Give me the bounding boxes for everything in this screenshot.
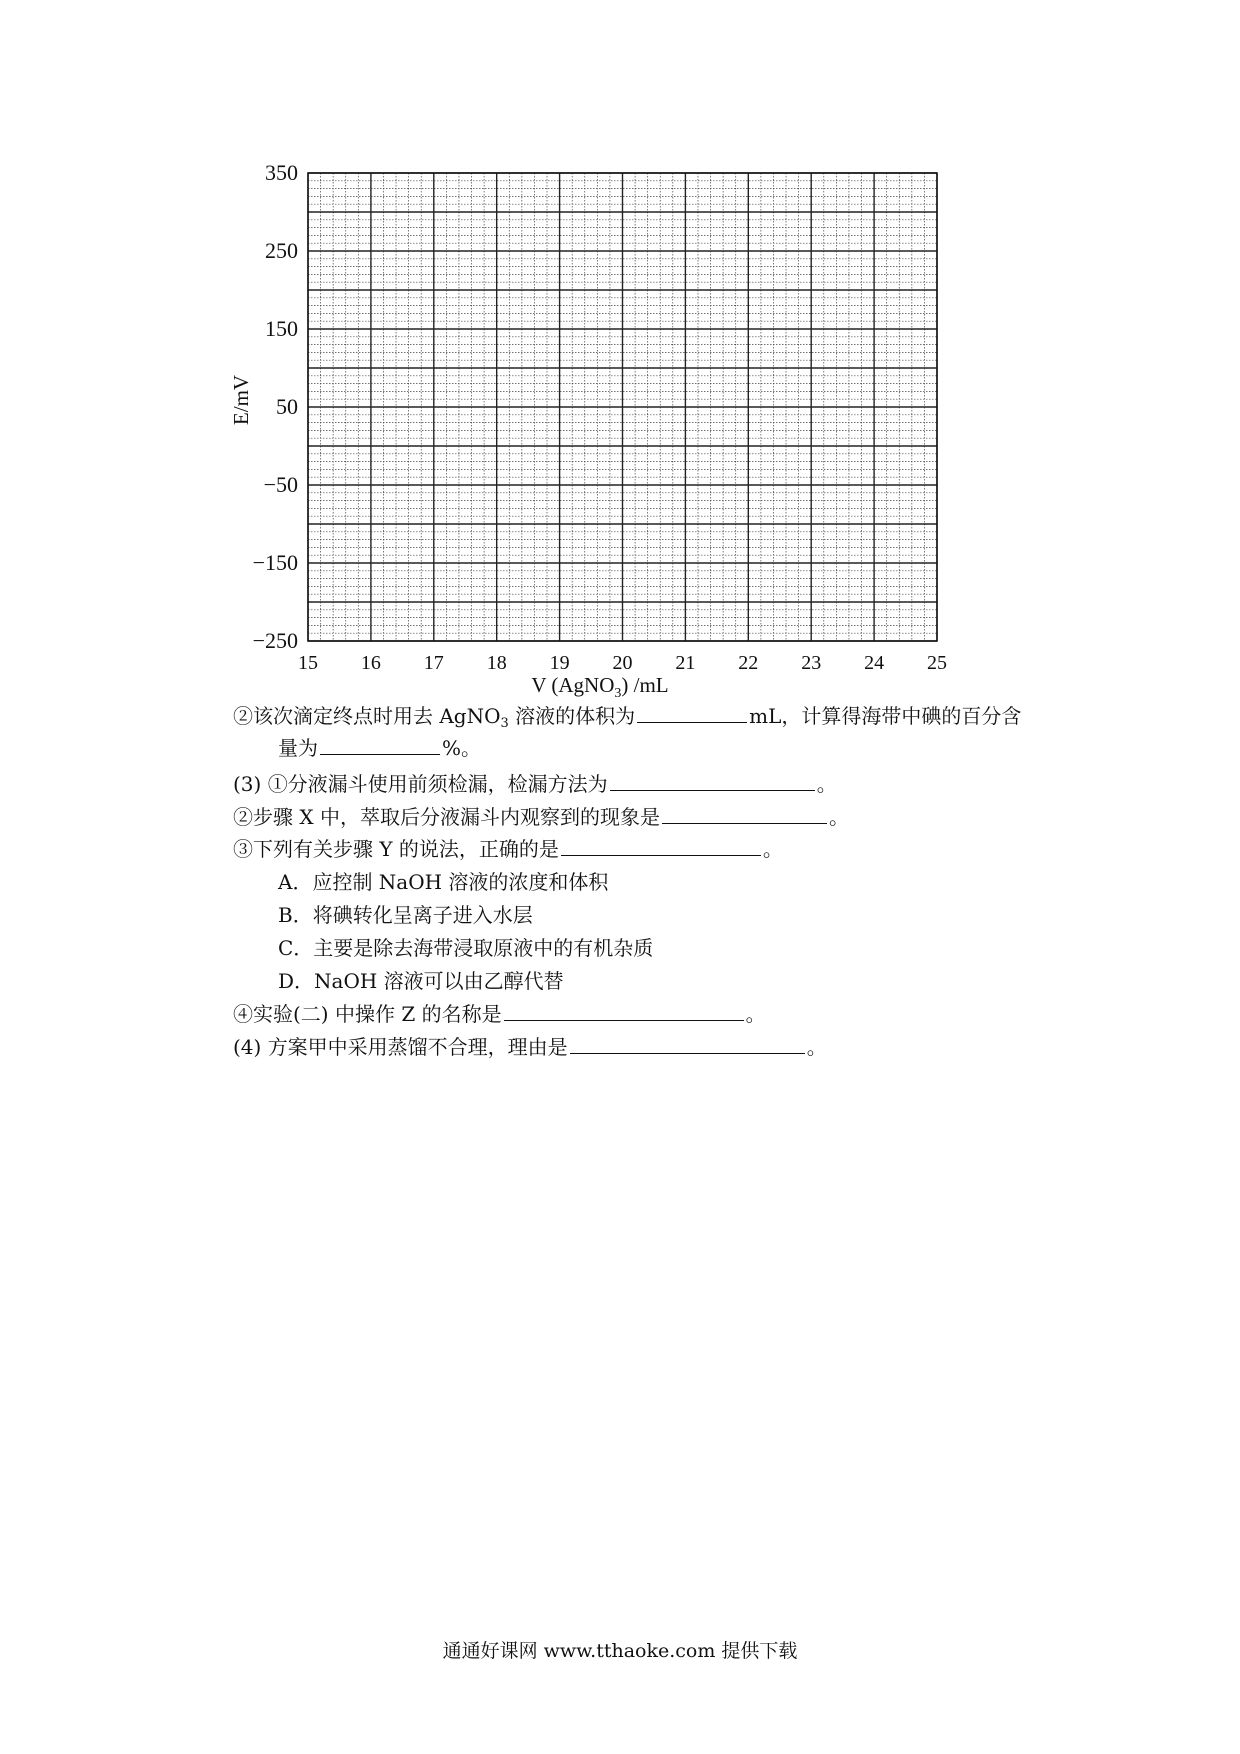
option-b	[278, 903, 533, 927]
question-text: mL，计算得海带中碘的百分含	[749, 704, 1022, 728]
question-3-1	[233, 772, 837, 796]
question-text: 。	[828, 805, 849, 829]
question-text: (4) 方案甲中采用蒸馏不合理，理由是	[233, 1035, 568, 1059]
y-tick-labels	[253, 160, 298, 653]
x-tick-label: 20	[612, 652, 633, 674]
option-c	[278, 936, 653, 960]
x-tick-labels	[298, 652, 947, 674]
y-tick-label: 250	[265, 238, 298, 263]
y-tick-label: 350	[265, 160, 298, 185]
question-text: (3) ①分液漏斗使用前须检漏，检漏方法为	[233, 772, 608, 796]
x-axis-label: V (AgNO$_3$) /mL	[531, 673, 669, 700]
option-text: D．NaOH 溶液可以由乙醇代替	[278, 969, 564, 993]
option-text: C．主要是除去海带浸取原液中的有机杂质	[278, 936, 654, 960]
question-text: 。	[745, 1002, 766, 1026]
y-axis-label: E/mV	[229, 374, 253, 426]
question-text: 溶液的体积为	[508, 704, 636, 728]
y-tick-label: 50	[276, 394, 298, 419]
question-text: 量为	[278, 736, 318, 760]
option-a	[278, 870, 608, 894]
question-4	[233, 1035, 827, 1059]
answer-blank-reason[interactable]	[570, 1035, 805, 1054]
titration-chart	[0, 0, 1240, 700]
question-text: ④实验(二) 中操作 Z 的名称是	[233, 1002, 502, 1026]
question-3-2	[233, 805, 849, 829]
x-tick-label: 25	[927, 652, 947, 674]
question-text: 。	[762, 837, 783, 861]
question-3-3	[233, 837, 783, 861]
answer-blank-leak-check[interactable]	[610, 772, 815, 791]
option-text: A．应控制 NaOH 溶液的浓度和体积	[278, 870, 609, 894]
x-tick-label: 23	[801, 652, 822, 674]
question-2-line-1	[233, 704, 1021, 732]
y-tick-label: −150	[252, 550, 298, 575]
x-tick-label: 19	[549, 652, 570, 674]
option-text: B．将碘转化呈离子进入水层	[278, 903, 533, 927]
question-text: 。	[806, 1035, 827, 1059]
x-tick-label: 24	[864, 652, 885, 674]
answer-blank-operation-z[interactable]	[504, 1002, 744, 1021]
question-text: ②步骤 X 中，萃取后分液漏斗内观察到的现象是	[233, 805, 660, 829]
y-tick-label: −250	[252, 628, 298, 653]
y-tick-label: −50	[263, 472, 298, 497]
answer-blank-step-y[interactable]	[561, 837, 761, 856]
question-text: ③下列有关步骤 Y 的说法，正确的是	[233, 837, 559, 861]
answer-blank-volume[interactable]	[637, 704, 747, 723]
y-tick-label: 150	[265, 316, 298, 341]
answer-blank-percentage[interactable]	[320, 736, 440, 755]
question-text: 。	[816, 772, 837, 796]
x-tick-label: 18	[486, 652, 507, 674]
option-d	[278, 969, 564, 993]
question-text: ②该次滴定终点时用去 AgNO	[233, 704, 501, 728]
answer-blank-phenomenon[interactable]	[662, 805, 827, 824]
footer-text: 通通好课网 www.tthaoke.com 提供下载	[442, 1640, 798, 1662]
x-tick-label: 21	[675, 652, 696, 674]
question-3-4	[233, 1002, 766, 1026]
x-tick-label: 16	[360, 652, 381, 674]
x-tick-label: 22	[738, 652, 759, 674]
subscript: 3	[500, 716, 509, 731]
x-tick-label: 15	[298, 652, 318, 674]
question-2-line-2	[278, 736, 481, 760]
question-text: %。	[442, 736, 482, 760]
x-tick-label: 17	[423, 652, 444, 674]
